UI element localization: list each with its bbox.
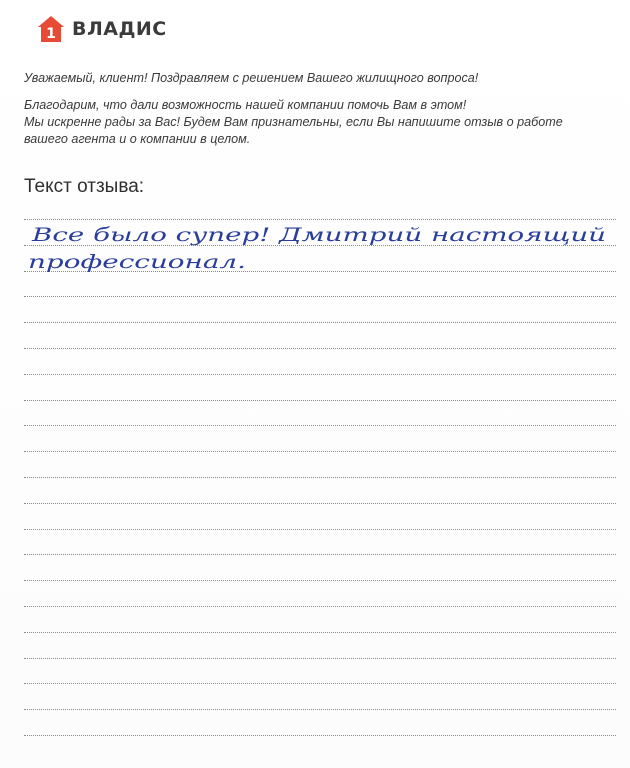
writing-line (24, 709, 616, 710)
writing-line (24, 271, 616, 272)
intro-line-1: Благодарим, что дали возможность нашей компании помочь Вам в этом! (24, 98, 467, 112)
writing-line (24, 477, 616, 478)
writing-line (24, 374, 616, 375)
writing-line (24, 683, 616, 684)
intro-line-2: Мы искренне рады за Вас! Будем Вам признательны, если Вы напишите отзыв о работе (24, 115, 563, 129)
writing-line (24, 529, 616, 530)
writing-line (24, 400, 616, 401)
writing-line (24, 554, 616, 555)
writing-line (24, 658, 616, 659)
intro-line-3: вашего агента и о компании в целом. (24, 132, 251, 146)
handwritten-line-1: Все было супер! Дмитрий настоящий (30, 224, 607, 246)
greeting-text: Уважаемый, клиент! Поздравляем с решением Вашего жилищного вопроса! (24, 71, 479, 85)
writing-line (24, 322, 616, 323)
writing-line (24, 606, 616, 607)
brand-name: ВЛАДИС (72, 18, 167, 40)
logo-digit: 1 (46, 26, 56, 42)
writing-line (24, 296, 616, 297)
writing-line (24, 632, 616, 633)
review-section-title: Текст отзыва: (24, 176, 145, 197)
writing-line (24, 735, 616, 736)
review-writing-area[interactable] (24, 0, 616, 768)
writing-line (24, 245, 616, 246)
writing-line (24, 425, 616, 426)
writing-line (24, 348, 616, 349)
writing-line (24, 503, 616, 504)
handwritten-line-2: профессионал. (28, 251, 247, 273)
writing-line (24, 451, 616, 452)
writing-line (24, 219, 616, 220)
writing-line (24, 580, 616, 581)
